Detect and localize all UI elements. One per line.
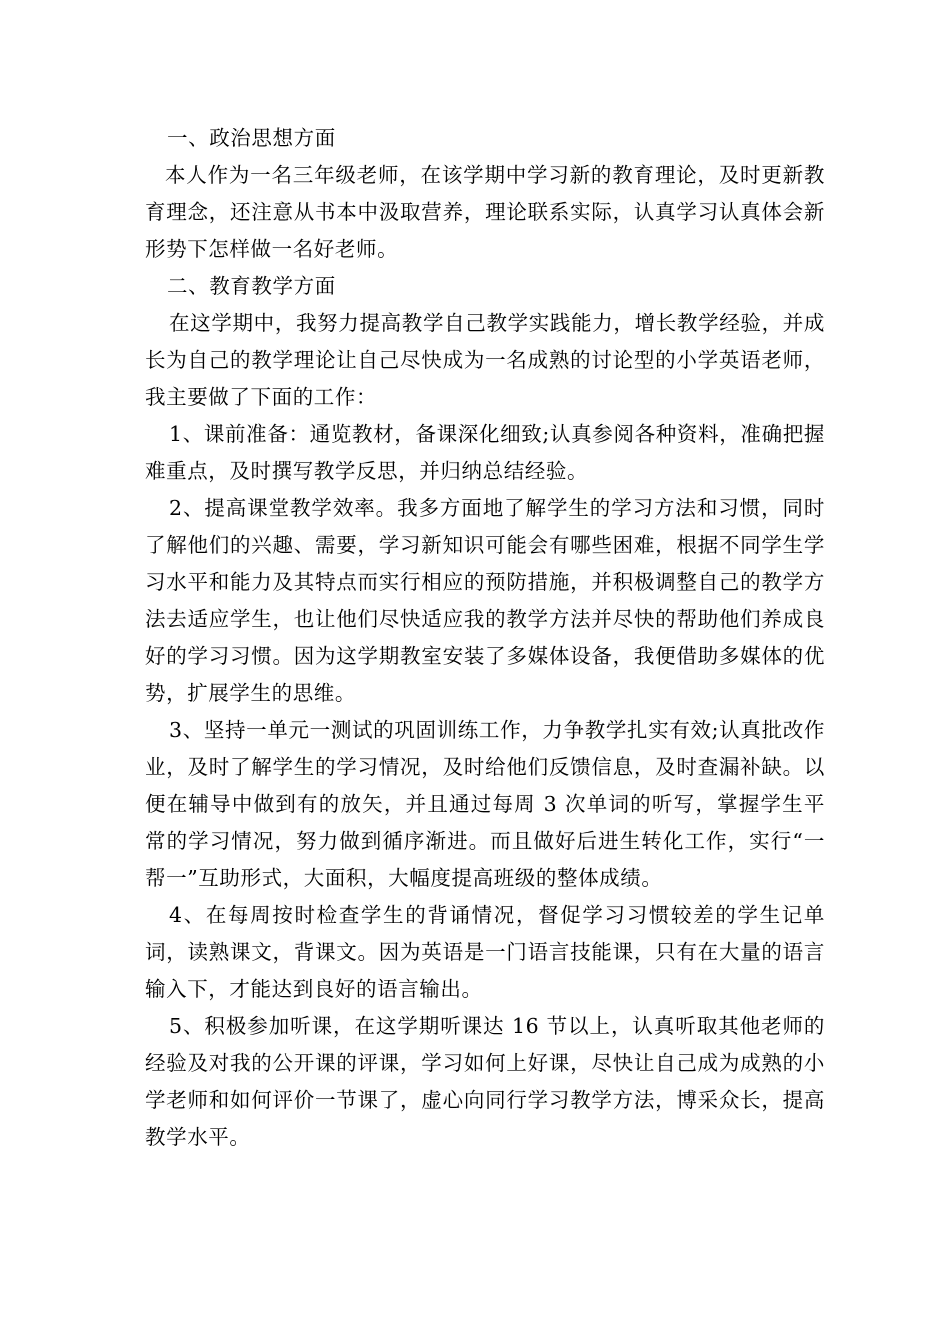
- document-body: [145, 120, 825, 1156]
- list-item-2: 2、提高课堂教学效率。我多方面地了解学生的学习方法和习惯，同时了解他们的兴趣、需要，学习新知识可能会有哪些困难，根据不同学生学习水平和能力及其特点而实行相应的预防措施，并积极调整自己的教学方法去适应学生，也让他们尽快适应我的教学方法并尽快的帮助他们养成良好的学习习惯。因为这学期教室安装了多媒体设备，我便借助多媒体的优势，扩展学生的思维。: [145, 496, 825, 705]
- list-item-5: 5、积极参加听课，在这学期听课达 16 节以上，认真听取其他老师的经验及对我的公开课的评课，学习如何上好课，尽快让自己成为成熟的小学老师和如何评价一节课了，虚心向同行学习教学方法，博采众长，提高教学水平。: [145, 1014, 825, 1149]
- list-item-4: 4、在每周按时检查学生的背诵情况，督促学习习惯较差的学生记单词，读熟课文，背课文。因为英语是一门语言技能课，只有在大量的语言输入下，才能达到良好的语言输出。: [145, 903, 825, 1001]
- section-heading-teaching: 二、教育教学方面: [167, 274, 336, 298]
- section-heading-political: 一、政治思想方面: [167, 126, 336, 150]
- list-item-3: 3、坚持一单元一测试的巩固训练工作，力争教学扎实有效;认真批改作业，及时了解学生的学习情况，及时给他们反馈信息，及时查漏补缺。以便在辅导中做到有的放矢，并且通过每周 3 次单词的听写，掌握学生平常的学习情况，努力做到循序渐进。而且做好后进生转化工作，实行“一帮一”互助形式，大面积，大幅度提高班级的整体成绩。: [145, 718, 825, 890]
- paragraph-political: 本人作为一名三年级老师，在该学期中学习新的教育理论，及时更新教育理念，还注意从书本中汲取营养，理论联系实际，认真学习认真体会新形势下怎样做一名好老师。: [145, 163, 825, 261]
- paragraph-teaching-intro: 在这学期中，我努力提高教学自己教学实践能力，增长教学经验，并成长为自己的教学理论让自己尽快成为一名成熟的讨论型的小学英语老师，我主要做了下面的工作：: [145, 311, 825, 409]
- list-item-1: 1、课前准备：通览教材，备课深化细致;认真参阅各种资料，准确把握难重点，及时撰写教学反思，并归纳总结经验。: [145, 422, 825, 483]
